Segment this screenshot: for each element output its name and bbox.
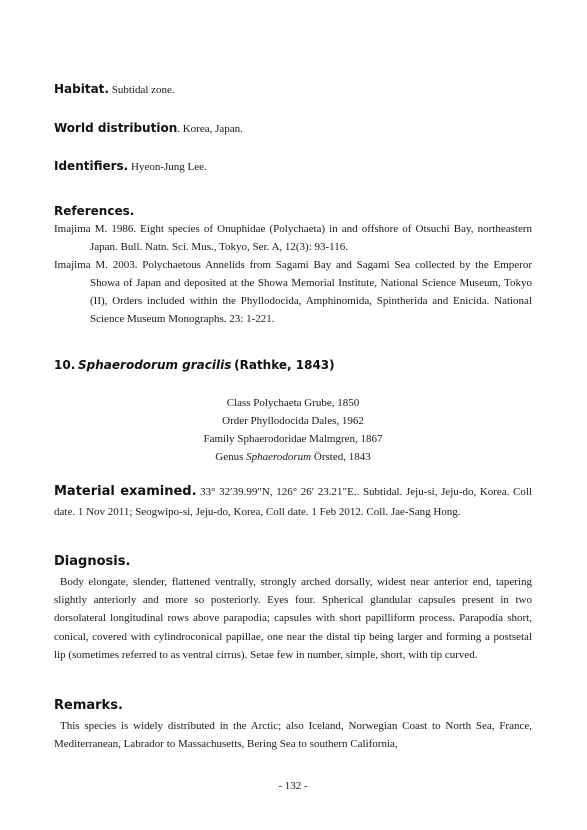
material-text: 33° 32′39.99″N, 126° 26′ 23.21″E.. Subtidal. Jeju-si, Jeju-do, Korea. Coll date. 1 Nov 2011; Seogwipo-si, Jeju-do, Korea, Coll date. 1 Feb 2012. Coll. Jae-Sang Hong. — [54, 486, 533, 518]
taxonomy-class: Class Polychaeta Grube, 1850 — [226, 397, 360, 409]
material-label: Material examined. — [54, 484, 197, 499]
taxonomy-order: Order Phyllodocida Dales, 1962 — [222, 415, 364, 427]
habitat-label: Habitat. — [54, 82, 109, 96]
world-distribution-label: World distribution — [54, 121, 178, 135]
identifiers-text: Hyeon-Jung Lee. — [131, 161, 207, 173]
taxonomy-family: Family Sphaerodoridae Malmgren, 1867 — [203, 433, 383, 445]
reference-item: Imajima M. 1986. Eight species of Onuphidae (Polychaeta) in and offshore of Otsuchi Bay, northeastern Japan. Bull. Natn. Sci. Mus., Tokyo, Ser. A, 12(3): 93-116. — [54, 223, 532, 253]
habitat-line — [54, 80, 532, 99]
habitat-text: Subtidal zone. — [111, 84, 175, 96]
taxonomy-genus — [54, 448, 532, 466]
remarks-heading: Remarks. — [54, 698, 123, 713]
species-heading — [54, 356, 532, 375]
species-number: 10. — [54, 358, 76, 372]
diagnosis-text: Body elongate, slender, flattened ventrally, strongly arched dorsally, widest near anterior end, tapering slightly anteriorly and more so posteriorly. Eyes four. Spherical glandular capsules present in two dorsolateral longitudinal rows above parapodia; capsules with short papilliform process. Parapodia short, conical, covered with cylindroconical papillae, one near the distal tip being larger and forming a postsetal lip (sometimes referred to as ventral cirrus). Setae few in number, simple, short, with tip curved. — [54, 576, 532, 661]
genus-authority: Örsted, 1843 — [313, 451, 371, 463]
species-authority: (Rathke, 1843) — [234, 358, 335, 372]
genus-name: Sphaerodorum — [246, 451, 312, 463]
material-examined — [54, 482, 532, 522]
identifiers-line — [54, 157, 532, 176]
world-distribution-text: . Korea, Japan. — [177, 123, 243, 135]
diagnosis-heading: Diagnosis. — [54, 554, 131, 569]
genus-prefix: Genus — [215, 451, 244, 463]
world-distribution-line — [54, 119, 532, 138]
identifiers-label: Identifiers. — [54, 159, 129, 173]
document-page — [54, 0, 532, 830]
reference-item: Imajima M. 2003. Polychaetous Annelids from Sagami Bay and Sagami Sea collected by the Emperor Showa of Japan and deposited at the Showa Memorial Institute, National Science Museum, Tokyo (II), Orders included within the Phyllodocida, Amphinomida, Spintherida and Enicida. National Science Museum Monographs. 23: 1-221. — [54, 259, 532, 325]
remarks-text: This species is widely distributed in the Arctic; also Iceland, Norwegian Coast to North Sea, France, Mediterranean, Labrador to Massachusetts, Bering Sea to southern California, — [54, 720, 532, 751]
references-heading: References. — [54, 204, 135, 218]
species-name: Sphaerodorum gracilis — [78, 358, 232, 372]
page-number: - 132 - — [278, 780, 308, 792]
